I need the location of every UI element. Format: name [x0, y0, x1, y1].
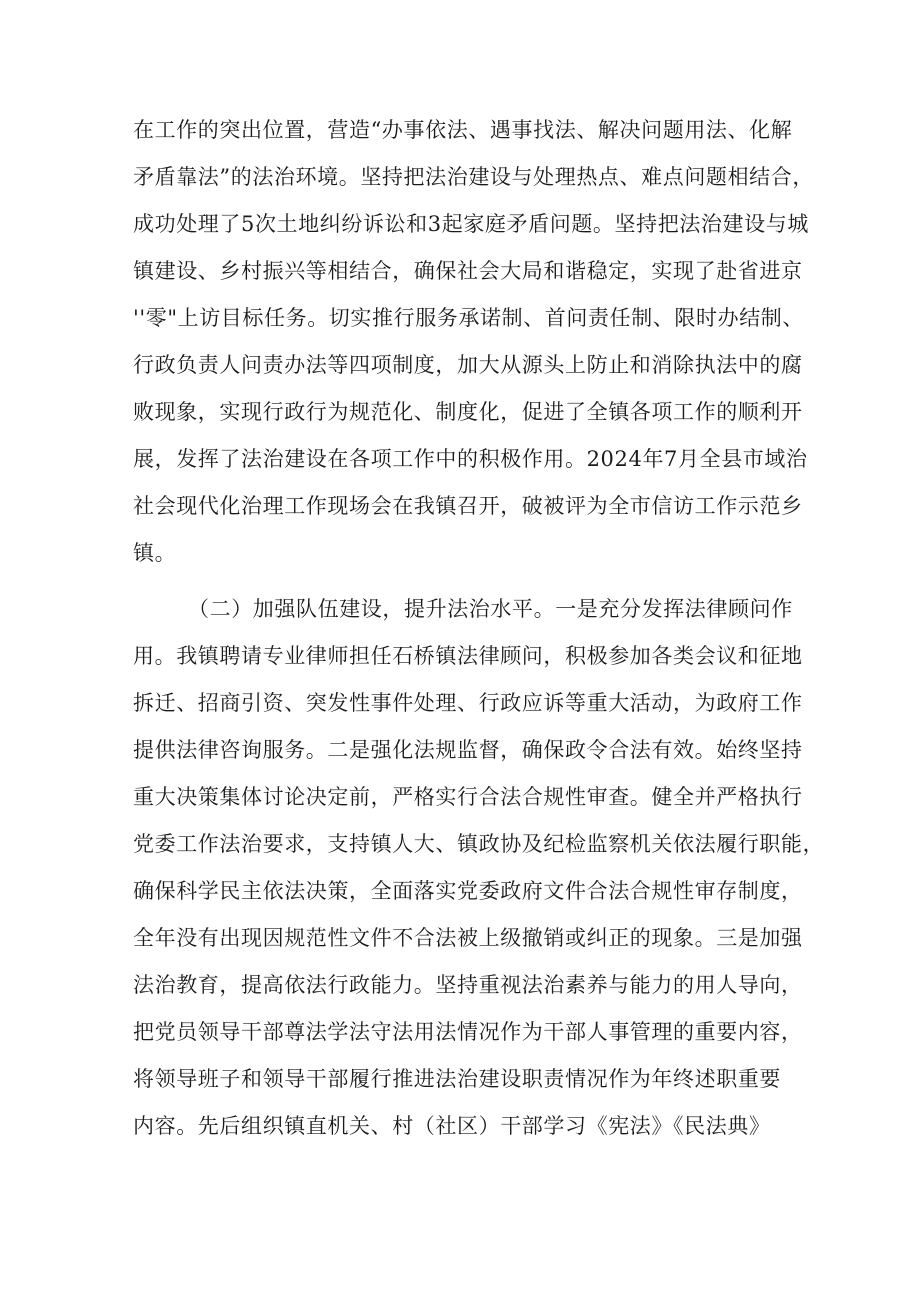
- text-line: 镇。: [133, 541, 177, 565]
- text-line: ''零"上访目标任务。切实推行服务承诺制、首问责任制、限时办结制、: [133, 306, 805, 330]
- text-line: 把党员领导干部尊法学法守法用法情况作为干部人事管理的重要内容，: [133, 1020, 803, 1044]
- text-line: 提供法律咨询服务。二是强化法规监督，确保政令合法有效。始终坚持: [133, 738, 803, 762]
- text-line: 全年没有出现因规范性文件不合法被上级撤销或纠正的现象。三是加强: [133, 926, 803, 950]
- text-line: 矛盾靠法”的法治环境。坚持把法治建设与处理热点、难点问题相结合，: [133, 165, 814, 189]
- text-line: 法治教育，提高依法行政能力。坚持重视法治素养与能力的用人导向，: [133, 973, 803, 997]
- text-line: 败现象，实现行政行为规范化、制度化，促进了全镇各项工作的顺利开: [133, 400, 803, 424]
- text-line: 重大决策集体讨论决定前，严格实行合法合规性审查。健全并严格执行: [133, 785, 803, 809]
- text-line: 行政负责人问责办法等四项制度，加大从源头上防止和消除执法中的腐: [133, 353, 803, 377]
- section-heading-line: （二）加强队伍建设，提升法治水平。一是充分发挥法律顾问作: [188, 597, 793, 621]
- text-line: 展，发挥了法治建设在各项工作中的积极作用。2024年7月全县市域治: [133, 447, 808, 471]
- text-line: 将领导班子和领导干部履行推进法治建设职责情况作为年终述职重要: [133, 1067, 781, 1091]
- text-line: 社会现代化治理工作现场会在我镇召开，破被评为全市信访工作示范乡: [133, 494, 803, 518]
- text-line: 党委工作法治要求，支持镇人大、镇政协及纪检监察机关依法履行职能，: [133, 832, 825, 856]
- text-line: 镇建设、乡村振兴等相结合，确保社会大局和谐稳定，实现了赴省进京: [133, 259, 803, 283]
- text-line: 用。我镇聘请专业律师担任石桥镇法律顾问，积极参加各类会议和征地: [133, 644, 803, 668]
- text-line: 成功处理了5次土地纠纷诉讼和3起家庭矛盾问题。坚持把法治建设与城: [133, 212, 809, 236]
- text-line: 拆迁、招商引资、突发性事件处理、行政应诉等重大活动，为政府工作: [133, 691, 803, 715]
- text-line: 确保科学民主依法决策，全面落实党委政府文件合法合规性审存制度，: [133, 879, 803, 903]
- text-line: 内容。先后组织镇直机关、村（社区）干部学习《宪法》《民法典》: [133, 1114, 771, 1138]
- text-line: 在工作的突出位置，营造“办事依法、遇事找法、解决问题用法、化解: [133, 118, 793, 142]
